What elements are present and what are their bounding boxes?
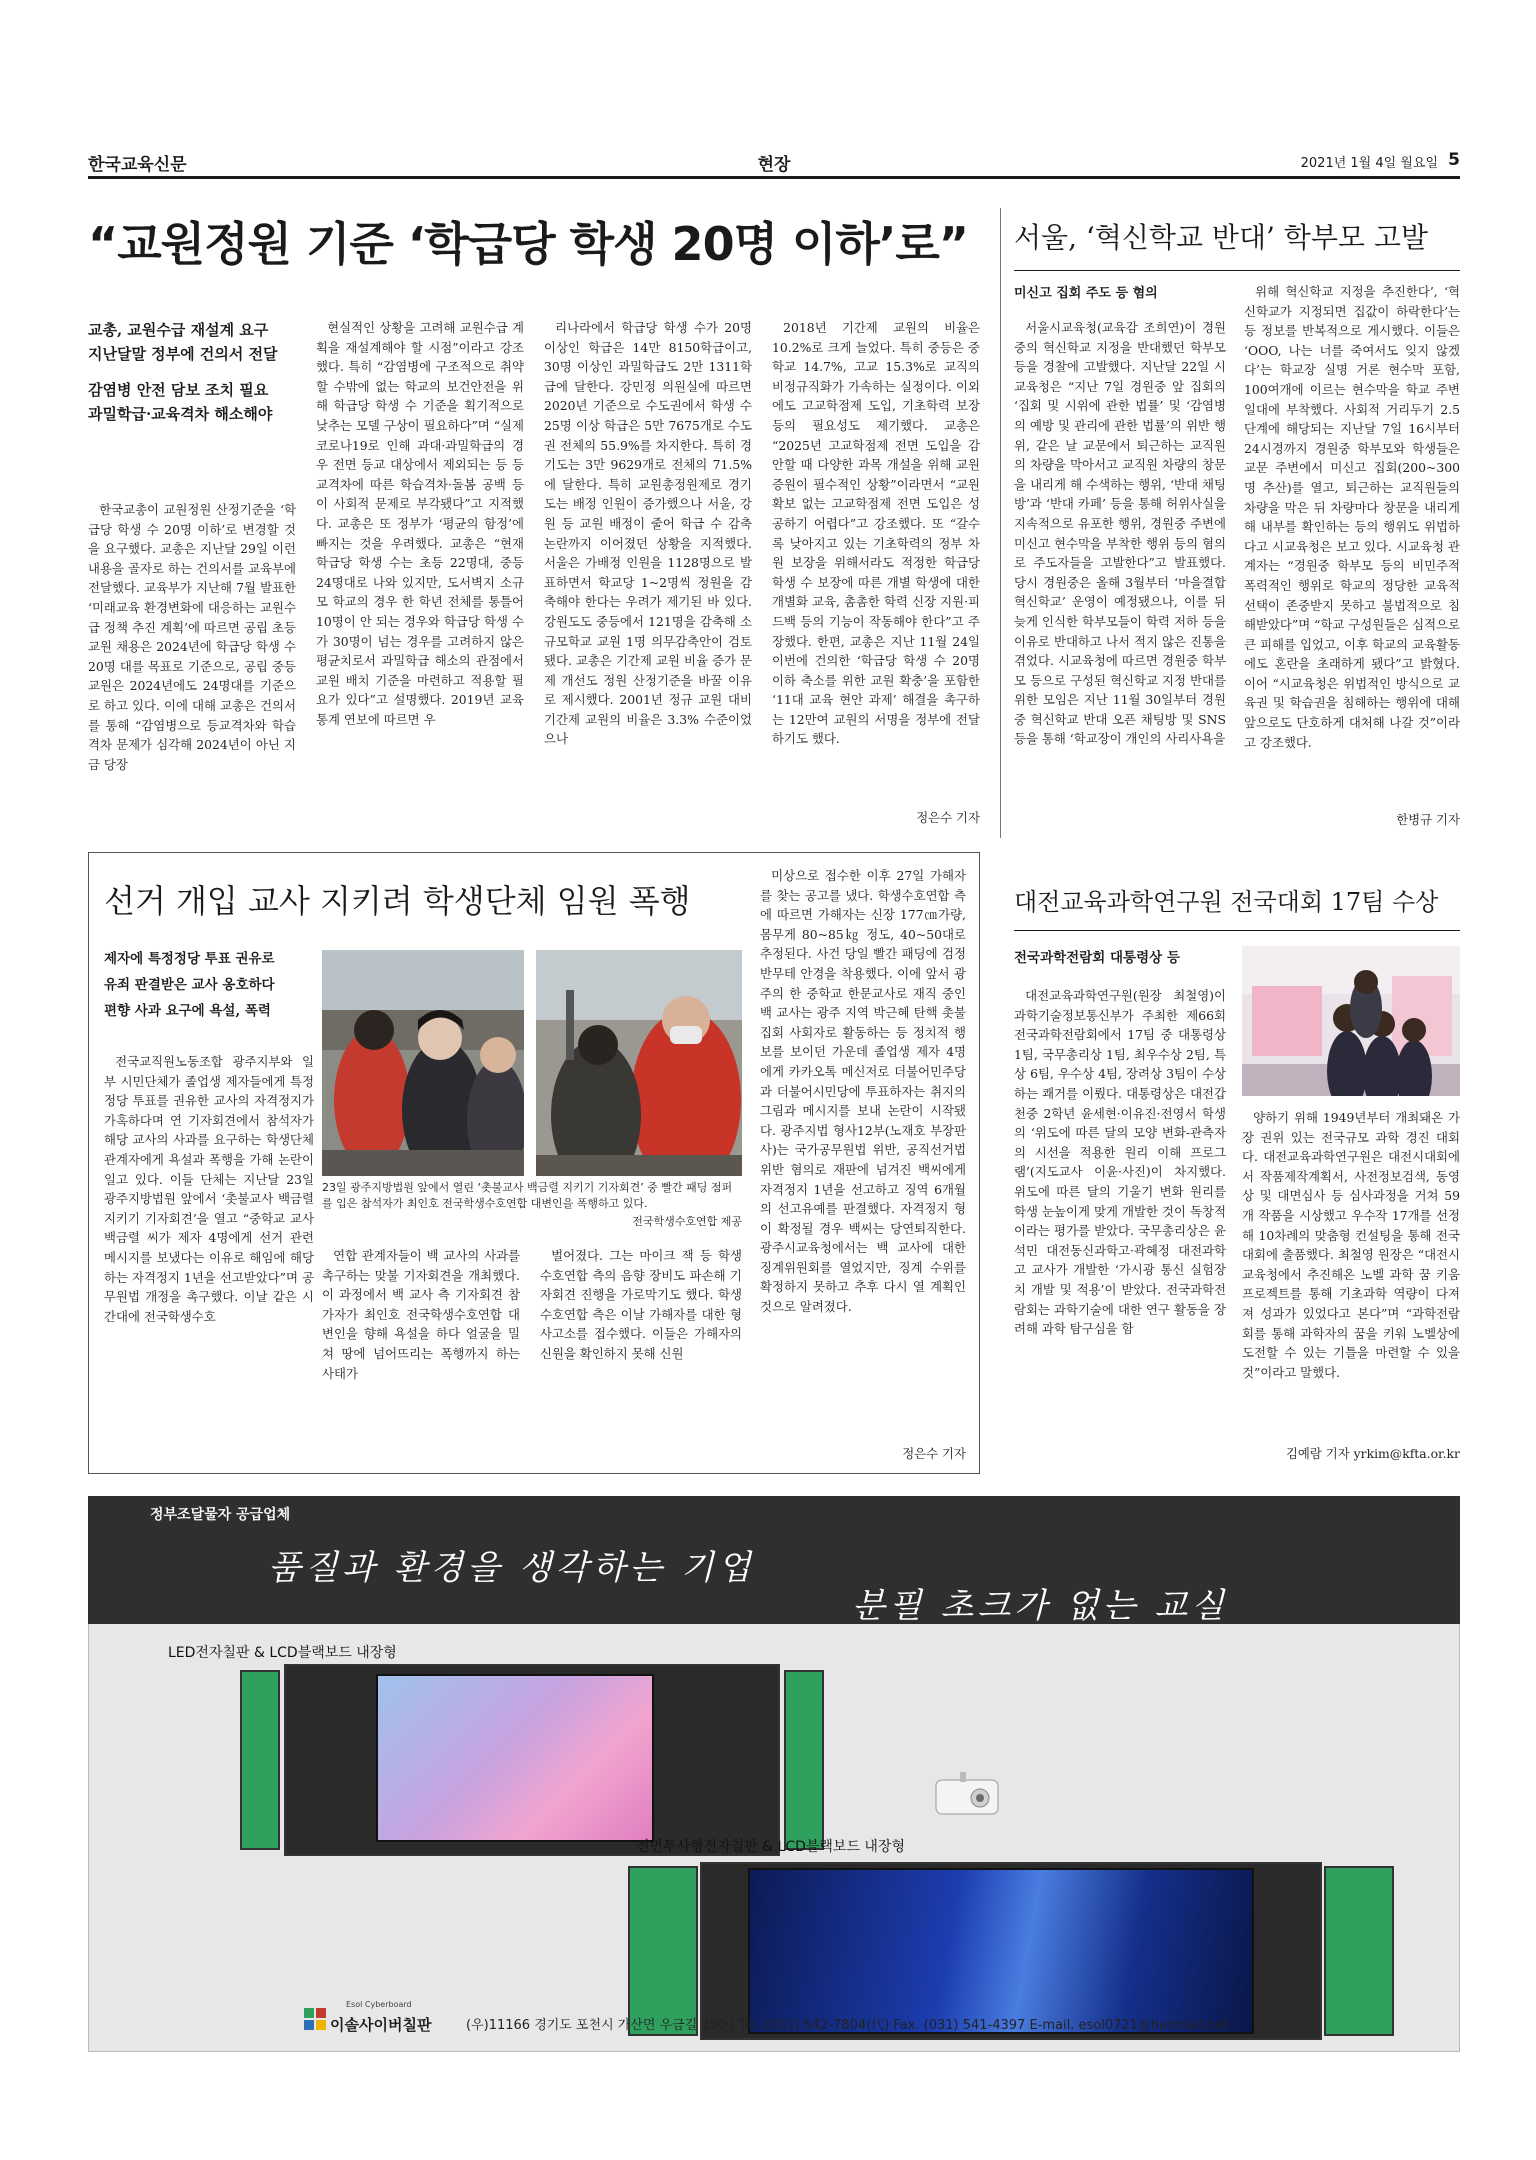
board2-screen xyxy=(748,1868,1254,2034)
newspaper-name: 한국교육신문 xyxy=(88,155,187,175)
article3-text: 미상으로 접수한 이후 27일 가해자를 찾는 공고를 냈다. 학생수호연합 측에 따르면 가해자는 신장 177㎝가량, 몸무게 80~85㎏ 정도, 40~50대로 추정된다. 사건 당일 빨간 패딩에 검정 반무테 안경을 착용했다. 이에 앞서 광주의 한 중학교 한문교사로 재직 중인 백 교사는 광주 지역 박근혜 탄핵 촛불집회 사회자로 활동하는 등 정치적 행보를 보이던 가운데 졸업생 제자 4명에게 카카오톡 메신저로 더불어민주당과 더불어시민당에 투표하자는 취지의 그림과 메시지를 보내 논란이 시작됐다. 광주지법 형사12부(노재호 부장판사)는 국가공무원법 위반, 공직선거법 위반 혐의로 재판에 넘겨진 백씨에게 자격정지 1년을 선고하고 징역 6개월의 선고유예를 판결했다. 자격정지 형이 확정될 경우 백씨는 당연퇴직한다. 광주시교육청에서는 백 교사에 대한 징계위원회를 열었지만, 징계 수위를 확정하지 못하고 추후 다시 열 계획인 것으로 알려졌다. xyxy=(760,868,966,1315)
article1-text: 한국교총이 교원정원 산정기준을 ‘학급당 학생 수 20명 이하’로 변경할 것을 요구했다. 교총은 지난달 29일 이런 내용을 골자로 하는 건의서를 교육부에 전달했다. 교육부가 지난해 7월 발표한 ‘미래교육 환경변화에 대응하는 교원수급 정책 추진 계획’에 따르면 공립 초등 교원 채용은 2024년에 학급당 학생 수 20명 대를 목표로 기준으로, 공립 중등 교원은 2024년에도 24명대를 기준으로 하고 있다. 이에 대해 교총은 건의서를 통해 “감염병으로 등교격차와 학습격차 문제가 심각해 2024년이 아닌 지금 당장 xyxy=(88,502,296,772)
article3-photo-left xyxy=(322,950,524,1176)
article3-subhead: 편향 사과 요구에 욕설, 폭력 xyxy=(104,1003,271,1019)
article1-text: 2018년 기간제 교원의 비율은 10.2%로 크게 늘었다. 특히 중등은 중학교 14.7%, 고교 15.3%로 교직의 비정규직화가 가속하는 실정이다. 이외에도 고교학점제 도입, 기초학력 보장 등의 필요성도 제기했다. 교총은 “2025년 고교학점제 전면 도입을 감안할 때 다양한 과목 개설을 위해 교원증원이 필수적인 상황”이라면서 “교원 확보 없는 고교학점제 전면 도입은 성공하기 어렵다”고 강조했다. 또 “갈수록 낮아지고 있는 기초학력의 정부 차원 보장을 위해서라도 적정한 학급당 학생 수 보장에 따른 개별 학생에 대한 개별화 교육, 촘촘한 학력 신장 지원·피드백 등의 기능이 작동해야 한다”고 주장했다. 한편, 교총은 지난 11월 24일 이번에 건의한 ‘학급당 학생 수 20명 이하 축소를 위한 교원 확충’을 포함한 ‘11대 교육 현안 과제’ 해결을 촉구하는 12만여 교원의 서명을 정부에 전달하기도 했다. xyxy=(772,320,980,747)
board2-right-panel xyxy=(1324,1866,1394,2036)
article4-column-1 xyxy=(1014,986,1226,1464)
article1-text: 리나라에서 학급당 학생 수가 20명 이상인 학급은 14만 8150학급이고, 30명 이상인 과밀학급도 2만 1311학급에 달한다. 강민정 의원실에 따르면 2020년 기준으로 수도권에서 학생 수 25명 이상 학급은 5만 7675개로 수도권 전체의 55.9%를 차지한다. 특히 경기도는 3만 9629개로 전체의 71.5%에 달한다. 특히 교원총정원제로 경기도는 배정 인원이 증가했으나 서울, 강원 등 교원 배정이 줄어 학급 수 감축 논란까지 이어졌던 상황을 지적했다. 서울은 가배정 인원을 1128명으로 발표하면서 학교당 1~2명씩 정원을 감축해야 한다는 우려가 제기된 바 있다. 강원도도 중등에서 121명을 감축해 소규모학교 교원 1명 의무감축안이 검토됐다. 교총은 기간제 교원 비율 증가 문제 개선도 정원 산정기준을 바꿀 이유로 제시했다. 2001년 정규 교원 대비 기간제 교원의 비율은 3.3% 수준이었으나 xyxy=(544,320,752,747)
article3-photo-right xyxy=(536,950,742,1176)
article4-photo xyxy=(1242,946,1460,1096)
article1-subhead: 교총, 교원수급 재설계 요구 xyxy=(88,321,269,339)
article1-subhead: 감염병 안전 담보 조치 필요 xyxy=(88,381,269,399)
ad-tag: 정부조달물자 공급업체 xyxy=(150,1507,291,1523)
page-number: 5 xyxy=(1448,150,1460,170)
article2-headline: 서울, ‘혁신학교 반대’ 학부모 고발 xyxy=(1014,221,1428,254)
brand-small: Esol Cyberboard xyxy=(346,2000,412,2009)
article3-subheads xyxy=(104,946,314,1024)
article4-headline: 대전교육과학연구원 전국대회 17팀 수상 xyxy=(1014,888,1439,916)
article1-byline: 정은수 기자 xyxy=(916,810,980,825)
article3-column-2 xyxy=(322,1246,520,1464)
article3-subhead: 제자에 특정정당 투표 권유로 xyxy=(104,951,275,967)
ad-product1-label: LED전자칠판 & LCD블랙보드 내장형 xyxy=(168,1645,397,1661)
article2-column-2 xyxy=(1244,282,1460,810)
article3-subhead: 유죄 판결받은 교사 옹호하다 xyxy=(104,977,275,993)
article2-text: 서울시교육청(교육감 조희연)이 경원중의 혁신학교 지정을 반대했던 학부모 등을 경찰에 고발했다. 지난달 22일 시교육청은 “지난 7일 경원중 앞 집회의 ‘집회 및 시위에 관한 법률’ 및 ‘감염병의 예방 및 관리에 관한 법률’의 위반 행위, 같은 날 교문에서 퇴근하는 교직원의 차량을 막아서고 교직원 차량의 창문을 내리게 해 수색하는 행위, ‘반대 채팅방’과 ‘반대 카페’ 등을 통해 허위사실을 지속적으로 유포한 행위, 경원중 주변에 미신고 현수막을 부착한 행위 등의 혐의로 주도자들을 고발한다”고 발표했다. 당시 경원중은 올해 3월부터 ‘마을결합혁신학교’ 운영이 예정됐으나, 이를 뒤늦게 인식한 학부모들이 학력 저하 등을 이유로 반대하고 나서 적지 않은 진통을 겪었다. 시교육청에 따르면 경원중 학부모 등으로 구성된 혁신학교 지정 반대를 위한 모임은 지난 11월 30일부터 경원중 혁신학교 반대 오픈 채팅방 및 SNS 등을 통해 ‘학교장이 개인의 사리사욕을 xyxy=(1014,320,1226,747)
article1-column-1 xyxy=(88,500,296,830)
article3-column-4 xyxy=(760,866,966,1444)
ad-product2-label: 전면투사형전자칠판 & LCD블랙보드 내장형 xyxy=(636,1839,906,1855)
article2-text: 위해 혁신학교 지정을 추진한다’, ‘혁신학교가 지정되면 집값이 하락한다’는 등 정보를 반복적으로 게시했다. 이들은 ‘OOO, 나는 너를 죽여서도 잊지 않겠다’는 학교장 실명 거론 현수막 포함, 100여개에 이르는 현수막을 학교 주변 일대에 부착했다. 사회적 거리두기 2.5단계에 해당되는 지난달 7일 16시부터 24시경까지 경원중 학부모와 학생들은 교문 주변에서 미신고 집회(200~300명 추산)를 열고, 퇴근하는 교직원들의 차량을 막은 뒤 차량마다 창문을 내리게 해 내부를 확인하는 등의 행위도 위법하다고 시교육청은 보고 있다. 시교육청 관계자는 “경원중 학부모 등의 비민주적 폭력적인 행위로 학교의 정당한 교육적 선택이 존중받지 못하고 불법적으로 침해받았다”며 “학교 구성원들은 심적으로 큰 피해를 입었고, 이후 학교의 교육활동에도 혼란을 초래하게 됐다”고 밝혔다. 이어 “시교육청은 위법적인 방식으로 교육권 및 학습권을 침해하는 행위에 대해 앞으로도 단호하게 대처해 나갈 것”이라고 강조했다. xyxy=(1244,284,1460,750)
board1-right-panel xyxy=(784,1670,824,1850)
article2-subhead: 미신고 집회 주도 등 혐의 xyxy=(1014,286,1158,301)
column-divider xyxy=(1000,208,1001,838)
article4-text: 대전교육과학연구원(원장 최철영)이 과학기술정보통신부가 주최한 제66회 전국과학전람회에서 17팀 중 대통령상 1팀, 국무총리상 1팀, 최우수상 2팀, 특상 6팀, 우수상 4팀, 장려상 3팀이 수상하는 쾌거를 이뤘다. 대통령상은 대전갑천중 2학년 윤세현·이유진·전영서 학생의 ‘위도에 따른 달의 모양 변화-관측자의 시선을 적용한 원리 이해 프로그램’(지도교사 이윤·사진)이 차지했다. 위도에 따른 달의 기울기 변화 원리를 학생 눈높이게 맞게 개발한 것이 독창적이라는 평가를 받았다. 국무총리상은 윤석민 대전동신과학고·곽혜정 대전과학고 교사가 개발한 ‘가시광 통신 실험장치 개발 및 적용’이 받았다. 전국과학전람회는 과학기술에 대한 연구 활동을 장려해 과학 탐구심을 함 xyxy=(1014,988,1226,1337)
article3-text: 전국교직원노동조합 광주지부와 일부 시민단체가 졸업생 제자들에게 특정 정당 투표를 권유한 교사의 자격정지가 가혹하다며 연 기자회견에서 참석자가 해당 교사의 사과를 요구하는 학생단체 관계자에게 욕설과 폭행을 가해 논란이 일고 있다. 이들 단체는 지난달 23일 광주지방법원 앞에서 ‘촛불교사 백금렬 지키기 기자회견’을 열고 “중학교 교사 백금렬 씨가 제자 4명에게 선거 관련 메시지를 보냈다는 이유로 해임에 해당하는 자격정지 1년을 선고받았다”며 공무원법 개정을 촉구했다. 이날 같은 시간대에 전국학생수호 xyxy=(104,1054,314,1324)
article4-byline: 김예람 기자 yrkim@kfta.or.kr xyxy=(1285,1446,1460,1461)
article2-rule xyxy=(1014,270,1460,271)
article1-column-3 xyxy=(544,318,752,828)
section-name: 현장 xyxy=(757,155,791,175)
article4-text: 양하기 위해 1949년부터 개최돼온 가장 권위 있는 전국규모 과학 경진 대회다. 대전교육과학연구원은 대전시대회에서 작품제작계획서, 사전정보검색, 동영상 및 대면심사 등 심사과정을 거쳐 59개 작품을 시상했고 우수작 17개를 선정해 10차례의 맞춤형 컨설팅을 통해 전국대회에 출품했다. 최철영 원장은 “대전시교육청에서 추진해온 노벨 과학 꿈 키움 프로젝트를 통해 기초과학 역량이 다져져 성과가 있었다고 본다”며 “과학전람회를 통해 과학자의 꿈을 키워 노벨상에 도전할 수 있는 기틀을 마련할 수 있을 것”이라고 말했다. xyxy=(1242,1110,1460,1380)
board1-screen xyxy=(376,1674,654,1842)
ad-contact: (우)11166 경기도 포천시 가산면 우금길 250 | Tel. (031) 542-7804(代) Fax. (031) 541-4397 E-mail. esol0721@hanmail.net xyxy=(466,2018,1229,2033)
article1-subhead: 과밀학급·교육격차 해소해야 xyxy=(88,405,273,423)
article3-headline: 선거 개입 교사 지키려 학생단체 임원 폭행 xyxy=(104,882,691,920)
article4-subhead: 전국과학전람회 대통령상 등 xyxy=(1014,950,1180,966)
article1-text: 현실적인 상황을 고려해 교원수급 계획을 재설계해야 할 시점”이라고 강조했다. 특히 “감염병에 구조적으로 취약할 수밖에 없는 학교의 보건안전을 위해 학급당 학생 수 기준을 획기적으로 낮추는 모델 구상이 필요하다”며 “실제 코로나19로 인해 과대·과밀학급의 경우 전면 등교 대상에서 제외되는 등 등교격차에 따른 학습격차·돌봄 공백 등이 사회적 문제로 부각됐다”고 지적했다. 교총은 또 정부가 ‘평균의 함정’에 빠지는 것을 우려했다. 교총은 “현재 학급당 학생 수는 초등 22명대, 중등 24명대로 나와 있지만, 도서벽지 소규모 학교의 경우 한 학년 전체를 통틀어 10명이 안 되는 경우와 학급당 학생 수가 30명이 넘는 경우를 고려하지 않은 평균치로서 과밀학급 해소의 관점에서 교원 배치 기준을 마련하고 적용할 필요가 있다”고 설명했다. 2019년 교육통계 연보에 따르면 우 xyxy=(316,320,524,727)
article1-headline: “교원정원 기준 ‘학급당 학생 20명 이하’로” xyxy=(88,217,969,271)
ad-slogan-left: 품질과 환경을 생각하는 기업 xyxy=(268,1548,755,1588)
article3-byline: 정은수 기자 xyxy=(902,1446,966,1461)
article3-text: 벌어졌다. 그는 마이크 잭 등 학생수호연합 측의 음향 장비도 파손해 기자회견 진행을 가로막기도 했다. 학생수호연합 측은 이날 가해자를 대한 형사고소를 접수했다. 이들은 가해자의 신원을 확인하지 못해 신원 xyxy=(540,1248,742,1361)
article3-column-1 xyxy=(104,1052,314,1464)
article1-column-4 xyxy=(772,318,980,808)
page-header xyxy=(88,148,1460,174)
header-rule xyxy=(88,176,1460,179)
article4-rule xyxy=(1014,930,1460,931)
article4-column-2 xyxy=(1242,1108,1460,1444)
article1-column-2 xyxy=(316,318,524,828)
issue-date: 2021년 1월 4일 월요일 xyxy=(1300,156,1438,171)
ad-slogan-right: 분필 초크가 없는 교실 xyxy=(852,1586,1229,1626)
board2-left-panel xyxy=(628,1866,698,2036)
brand-name: 이솔사이버칠판 xyxy=(330,2016,432,2034)
article3-text: 연합 관계자들이 백 교사의 사과를 촉구하는 맞불 기자회견을 개최했다. 이 과정에서 백 교사 측 기자회견 참가자가 최인호 전국학생수호연합 대변인을 향해 욕설을 하다 얼굴을 밀쳐 땅에 넘어뜨리는 폭행까지 하는 사태가 xyxy=(322,1248,520,1381)
article2-byline: 한병규 기자 xyxy=(1396,812,1460,827)
article2-column-1 xyxy=(1014,318,1226,828)
article1-subheads xyxy=(88,318,296,426)
article1-subhead: 지난달말 정부에 건의서 전달 xyxy=(88,345,278,363)
photo-credit: 전국학생수호연합 제공 xyxy=(632,1215,742,1228)
board1-left-panel xyxy=(240,1670,280,1850)
projector-icon xyxy=(932,1772,1002,1818)
brand-logo-icon xyxy=(304,2008,326,2030)
photo-caption: 23일 광주지방법원 앞에서 열린 ‘촛불교사 백금렬 지키기 기자회견’ 중 빨간 패딩 점퍼를 입은 참석자가 최인호 전국학생수호연합 대변인을 폭행하고 있다. xyxy=(322,1181,733,1210)
article3-column-3 xyxy=(540,1246,742,1464)
